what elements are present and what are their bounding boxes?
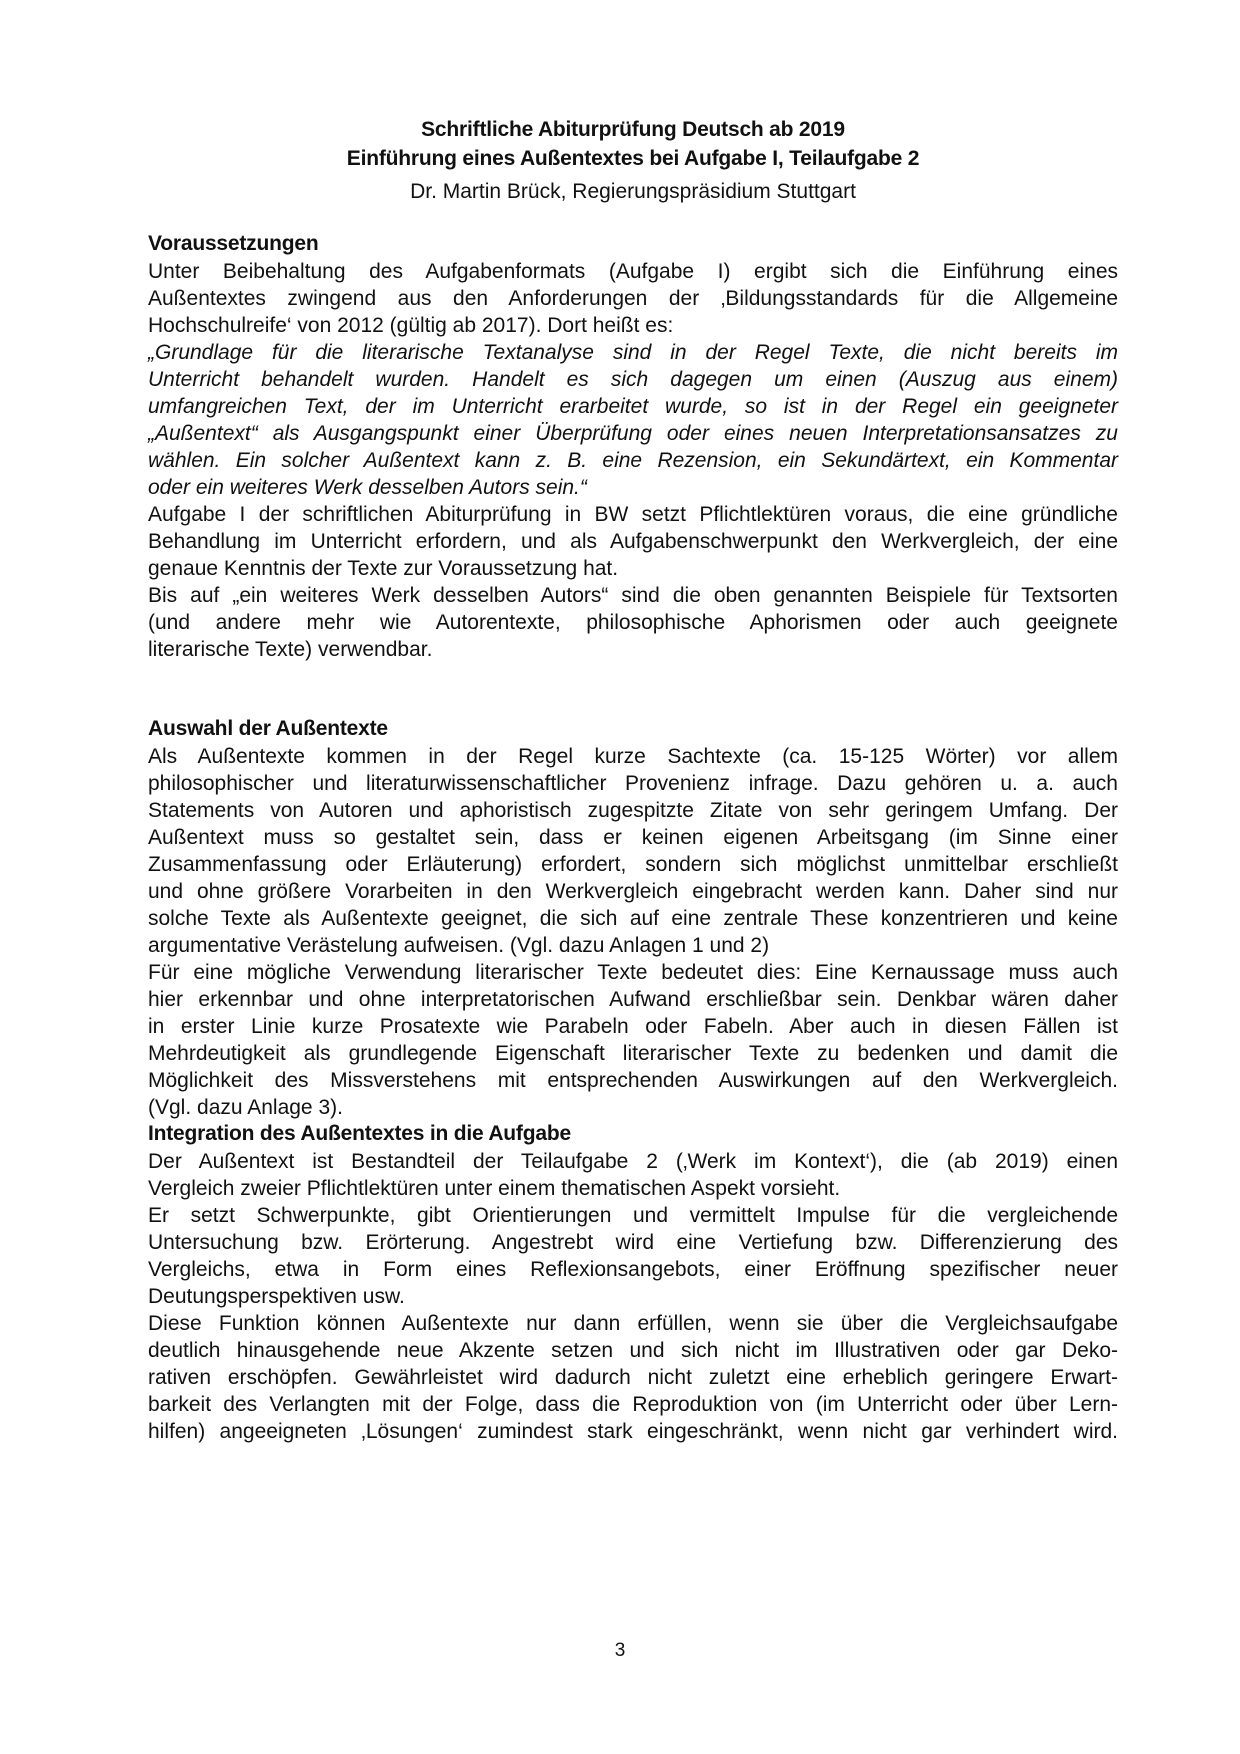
document-title-line-1: Schriftliche Abiturprüfung Deutsch ab 2019 xyxy=(421,118,845,141)
paragraph-line: Deutungsperspektiven usw. xyxy=(148,1285,405,1308)
paragraph-line: Außentextes zwingend aus den Anforderungen der ‚Bildungsstandards für die Allgemeine xyxy=(148,287,1118,310)
paragraph-line: Diese Funktion können Außentexte nur dann erfüllen, wenn sie über die Vergleichsaufgabe xyxy=(148,1312,1118,1335)
paragraph-line: rativen erschöpfen. Gewährleistet wird dadurch nicht zuletzt eine erheblich geringere Erwart- xyxy=(148,1366,1118,1389)
paragraph-line: Für eine mögliche Verwendung literarischer Texte bedeutet dies: Eine Kernaussage muss auch xyxy=(148,961,1118,984)
paragraph-line: (und andere mehr wie Autorentexte, philosophische Aphorismen oder auch geeignete xyxy=(148,611,1118,634)
paragraph-line: Als Außentexte kommen in der Regel kurze Sachtexte (ca. 15-125 Wörter) vor allem xyxy=(148,745,1118,768)
paragraph-line: Möglichkeit des Missverstehens mit entsprechenden Auswirkungen auf den Werkvergleich. xyxy=(148,1069,1118,1092)
document-title-line-2: Einführung eines Außentextes bei Aufgabe I, Teilaufgabe 2 xyxy=(346,147,920,170)
page-number: 3 xyxy=(614,1640,626,1661)
quote-line: „Außentext“ als Ausgangspunkt einer Überprüfung oder eines neuen Interpretationsansatzes zu xyxy=(148,422,1118,445)
paragraph-line: barkeit des Verlangten mit der Folge, dass die Reproduktion von (im Unterricht oder über Lern- xyxy=(148,1393,1118,1416)
paragraph-line: Mehrdeutigkeit als grundlegende Eigenschaft literarischer Texte zu bedenken und damit die xyxy=(148,1042,1118,1065)
quote-line: oder ein weiteres Werk desselben Autors sein.“ xyxy=(148,476,587,499)
paragraph-line: solche Texte als Außentexte geeignet, die sich auf eine zentrale These konzentrieren und keine xyxy=(148,907,1118,930)
paragraph-line: Behandlung im Unterricht erfordern, und als Aufgabenschwerpunkt den Werkvergleich, der eine xyxy=(148,530,1118,553)
paragraph-line: in erster Linie kurze Prosatexte wie Parabeln oder Fabeln. Aber auch in diesen Fällen ist xyxy=(148,1015,1118,1038)
paragraph-line: und ohne größere Vorarbeiten in den Werkvergleich eingebracht werden kann. Daher sind nur xyxy=(148,880,1118,903)
section-heading: Auswahl der Außentexte xyxy=(148,717,388,740)
section-heading: Voraussetzungen xyxy=(148,232,319,255)
quote-line: „Grundlage für die literarische Textanalyse sind in der Regel Texte, die nicht bereits im xyxy=(148,341,1118,364)
paragraph-line: Vergleich zweier Pflichtlektüren unter einem thematischen Aspekt vorsieht. xyxy=(148,1177,841,1200)
paragraph-line: Vergleichs, etwa in Form eines Reflexionsangebots, einer Eröffnung spezifischer neuer xyxy=(148,1258,1118,1281)
paragraph-line: deutlich hinausgehende neue Akzente setzen und sich nicht im Illustrativen oder gar Deko- xyxy=(148,1339,1118,1362)
paragraph-line: Aufgabe I der schriftlichen Abiturprüfung in BW setzt Pflichtlektüren voraus, die eine gründliche xyxy=(148,503,1118,526)
quote-line: umfangreichen Text, der im Unterricht erarbeitet wurde, so ist in der Regel ein geeigneter xyxy=(148,395,1118,418)
document-author: Dr. Martin Brück, Regierungspräsidium Stuttgart xyxy=(410,180,856,203)
paragraph-line: Unter Beibehaltung des Aufgabenformats (Aufgabe I) ergibt sich die Einführung eines xyxy=(148,260,1118,283)
paragraph-line: (Vgl. dazu Anlage 3). xyxy=(148,1096,343,1119)
quote-line: wählen. Ein solcher Außentext kann z. B. eine Rezension, ein Sekundärtext, ein Kommentar xyxy=(148,449,1118,472)
paragraph-line: Statements von Autoren und aphoristisch zugespitzte Zitate von sehr geringem Umfang. Der xyxy=(148,799,1118,822)
paragraph-line: philosophischer und literaturwissenschaftlicher Provenienz infrage. Dazu gehören u. a. auch xyxy=(148,772,1118,795)
paragraph-line: Außentext muss so gestaltet sein, dass er keinen eigenen Arbeitsgang (im Sinne einer xyxy=(148,826,1118,849)
paragraph-line: hier erkennbar und ohne interpretatorischen Aufwand erschließbar sein. Denkbar wären daher xyxy=(148,988,1118,1011)
paragraph-line: argumentative Verästelung aufweisen. (Vgl. dazu Anlagen 1 und 2) xyxy=(148,934,770,957)
paragraph-line: Zusammenfassung oder Erläuterung) erfordert, sondern sich möglichst unmittelbar erschließt xyxy=(148,853,1118,876)
paragraph-line: Bis auf „ein weiteres Werk desselben Autors“ sind die oben genannten Beispiele für Textsorten xyxy=(148,584,1118,607)
paragraph-line: Er setzt Schwerpunkte, gibt Orientierungen und vermittelt Impulse für die vergleichende xyxy=(148,1204,1118,1227)
paragraph-line: literarische Texte) verwendbar. xyxy=(148,638,433,661)
paragraph-line: Der Außentext ist Bestandteil der Teilaufgabe 2 (‚Werk im Kontext‘), die (ab 2019) einen xyxy=(148,1150,1118,1173)
paragraph-line: Hochschulreife‘ von 2012 (gültig ab 2017). Dort heißt es: xyxy=(148,314,674,337)
section-heading: Integration des Außentextes in die Aufgabe xyxy=(148,1122,571,1145)
paragraph-line: Untersuchung bzw. Erörterung. Angestrebt wird eine Vertiefung bzw. Differenzierung des xyxy=(148,1231,1118,1254)
quote-line: Unterricht behandelt wurden. Handelt es sich dagegen um einen (Auszug aus einem) xyxy=(148,368,1118,391)
paragraph-line: genaue Kenntnis der Texte zur Voraussetzung hat. xyxy=(148,557,619,580)
paragraph-line: hilfen) angeeigneten ‚Lösungen‘ zumindest stark eingeschränkt, wenn nicht gar verhindert wird. xyxy=(148,1420,1118,1443)
